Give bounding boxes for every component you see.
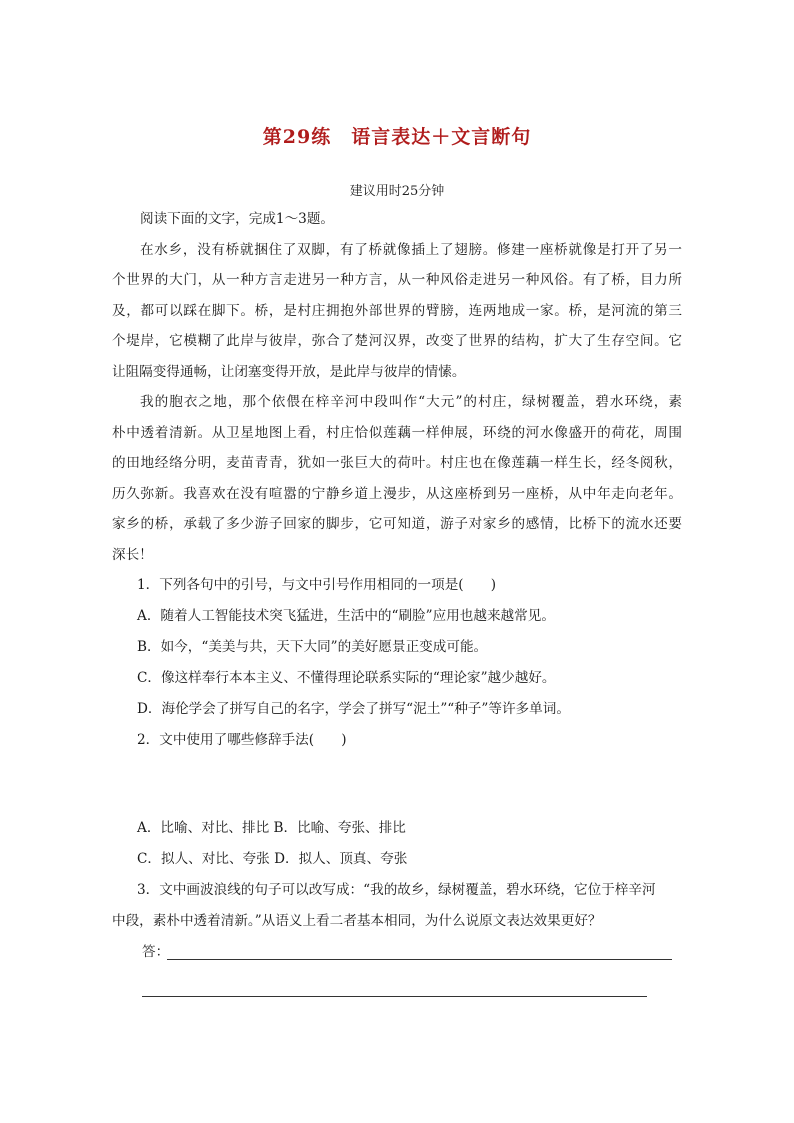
passage-line: 的田地经络分明，麦苗青青，犹如一张巨大的荷叶。村庄也在像莲藕一样生长，经冬阅秋，: [112, 455, 682, 471]
answer-line[interactable]: [167, 959, 672, 960]
instruction: 阅读下面的文字，完成1～3题。: [140, 211, 335, 227]
question-2: [112, 725, 682, 875]
passage-line: 在水乡，没有桥就捆住了双脚，有了桥就像插上了翅膀。修建一座桥就像是打开了另一: [140, 241, 682, 258]
passage-line: 让阻隔变得通畅，让闭塞变得开放，是此岸与彼岸的情愫。: [112, 363, 466, 380]
passage-line: 深长！: [112, 546, 153, 563]
passage-line: 朴中透着清新。从卫星地图上看，村庄恰似莲藕一样伸展，环绕的河水像盛开的荷花，周围: [112, 424, 682, 441]
answer-row: [112, 968, 682, 999]
passage-line: 及，都可以踩在脚下。桥，是村庄拥抱外部世界的臂膀，连两地成一家。桥，是河流的第三: [112, 302, 682, 319]
question-stem: 2．文中使用了哪些修辞手法( ): [137, 732, 347, 748]
passage-paragraph-2: [112, 387, 682, 570]
document-body: [112, 204, 682, 999]
page-title: 第29练 语言表达＋文言断句: [262, 126, 532, 148]
passage-line: 家乡的桥，承载了多少游子回家的脚步，它可知道，游子对家乡的感情，比桥下的流水还要: [112, 516, 682, 532]
answer-label: 答：: [142, 943, 170, 960]
question-stem-continued: 中段，素朴中透着清新。”从语义上看二者基本相同，为什么说原文表达效果更好？: [112, 913, 602, 929]
passage-line: 我的胞衣之地，那个依偎在梓辛河中段叫作“大元”的村庄，绿树覆盖，碧水环绕，素: [140, 394, 682, 410]
blank-space: [112, 756, 682, 813]
passage-line: 个世界的大门，从一种方言走进另一种方言，从一种风俗走进另一种风俗。有了桥，目力所: [112, 272, 682, 288]
suggested-time: 建议用时25分钟: [349, 184, 445, 199]
option-c: C．像这样奉行本本主义、不懂得理论联系实际的“理论家”越少越好。: [137, 670, 556, 686]
question-3: [112, 875, 682, 999]
question-1: [112, 570, 682, 725]
option-ab: A．比喻、对比、排比 B．比喻、夸张、排比: [137, 820, 406, 836]
question-stem: 1．下列各句中的引号，与文中引号作用相同的一项是( ): [137, 577, 497, 593]
option-cd: C．拟人、对比、夸张 D．拟人、顶真、夸张: [137, 851, 408, 867]
passage-line: 个堤岸，它模糊了此岸与彼岸，弥合了楚河汉界，改变了世界的结构，扩大了生存空间。它: [112, 333, 682, 349]
option-d: D．海伦学会了拼写自己的名字，学会了拼写“泥土”“种子”等许多单词。: [137, 701, 570, 717]
passage-line: 历久弥新。我喜欢在没有喧嚣的宁静乡道上漫步，从这座桥到另一座桥，从中年走向老年。: [112, 485, 682, 502]
passage-paragraph-1: [112, 235, 682, 388]
option-a: A．随着人工智能技术突飞猛进，生活中的“刷脸”应用也越来越常见。: [137, 608, 555, 624]
answer-line[interactable]: [142, 996, 647, 997]
answer-row: [112, 937, 682, 968]
option-b: B．如今，“美美与共，天下大同”的美好愿景正变成可能。: [137, 639, 488, 655]
question-stem: 3．文中画波浪线的句子可以改写成：“我的故乡，绿树覆盖，碧水环绕，它位于梓辛河: [137, 882, 656, 898]
